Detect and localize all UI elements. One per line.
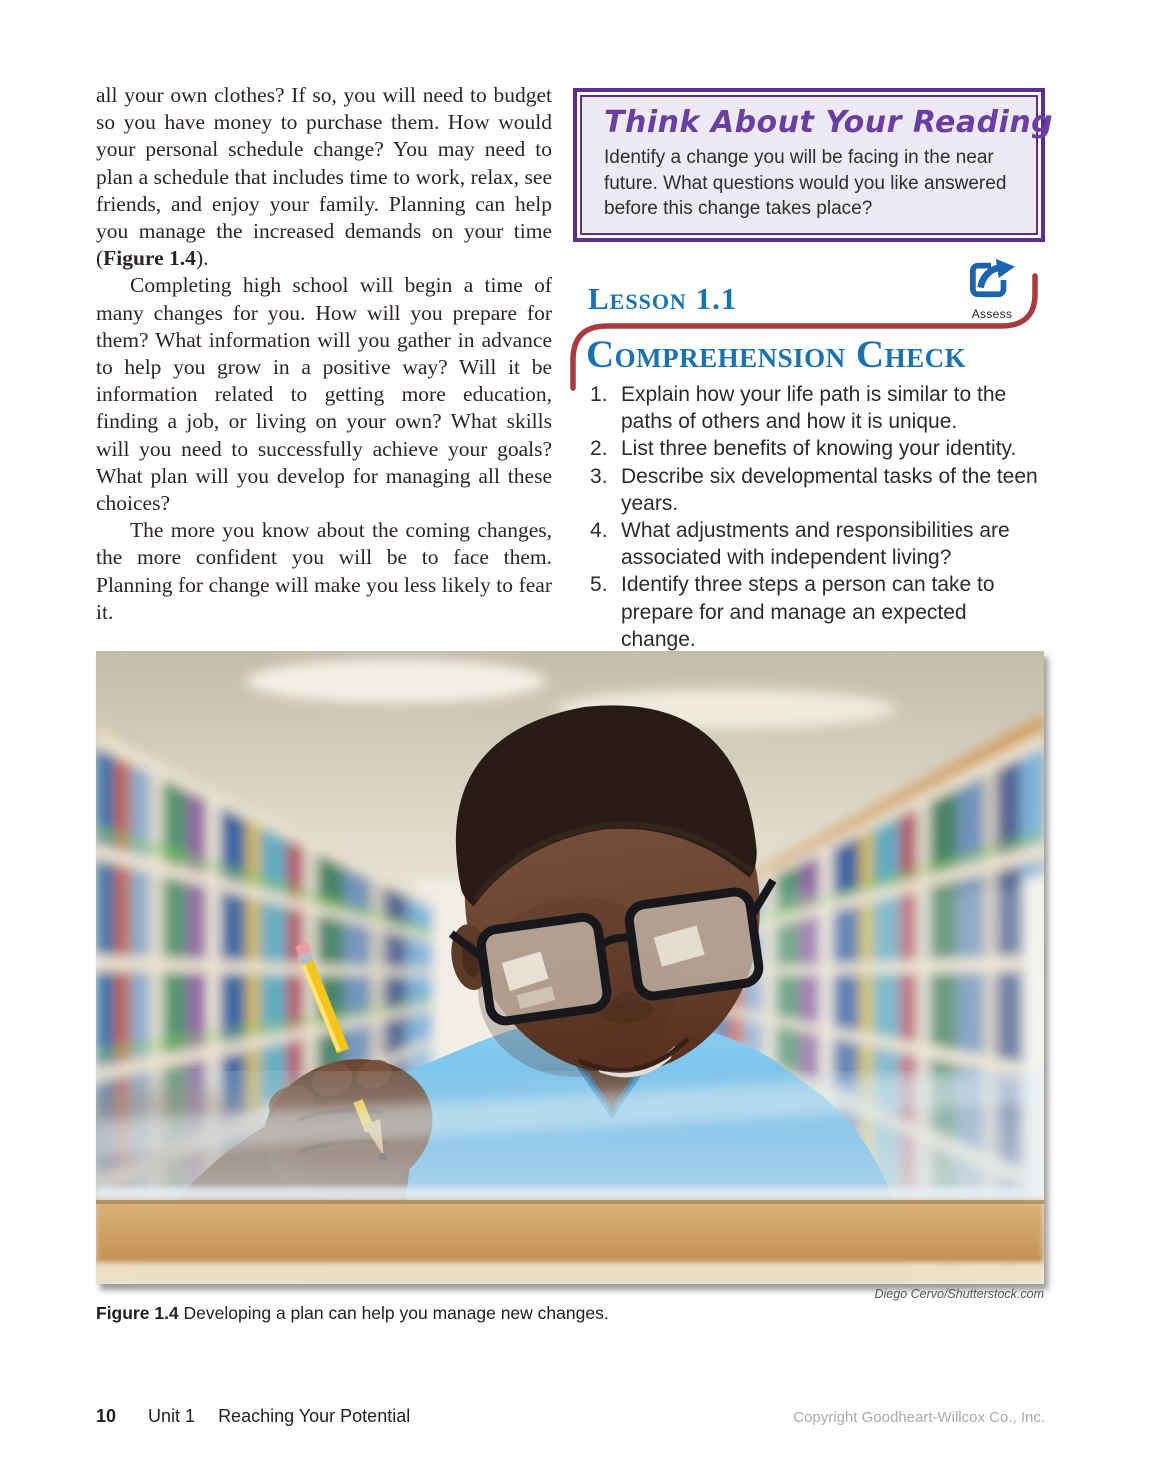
assess-label: Assess <box>971 307 1013 321</box>
body-paragraph <box>96 82 552 272</box>
page-number: 10 <box>96 1406 117 1426</box>
figure-photo <box>96 651 1044 1284</box>
think-box-inner <box>580 95 1054 235</box>
assess-button[interactable] <box>960 257 1024 321</box>
question-item: List three benefits of knowing your identity. <box>621 437 1017 461</box>
footer-left <box>96 1406 410 1427</box>
figure-caption-text: Developing a plan can help you manage new changes. <box>178 1303 609 1323</box>
comprehension-check-heading: Comprehension Check <box>586 333 967 376</box>
figure-reference: Figure 1.4 <box>103 246 196 271</box>
footer-copyright: Copyright Goodheart-Willcox Co., Inc. <box>793 1409 1045 1426</box>
figure-caption <box>96 1303 1044 1324</box>
question-item: What adjustments and responsibilities are associated with independent living? <box>621 519 1010 570</box>
footer-unit-label: Unit 1 <box>148 1406 196 1426</box>
comprehension-question-list <box>590 381 1042 653</box>
library-photo-illustration <box>96 651 1044 1284</box>
think-box-body: Identify a change you will be facing in the near future. What questions would you like answered before this change takes place? <box>604 147 1007 219</box>
photo-credit: Diego Cervo/Shutterstock.com <box>874 1287 1044 1301</box>
think-about-your-reading-box <box>573 88 1054 242</box>
think-box-title: Think About Your Reading <box>604 105 1054 140</box>
figure-caption-label: Figure 1.4 <box>96 1303 179 1323</box>
lesson-label: Lesson 1.1 <box>588 281 738 316</box>
footer-unit-title: Reaching Your Potential <box>218 1406 411 1426</box>
paragraph-text: ). <box>195 246 209 271</box>
question-item: Explain how your life path is similar to the paths of others and how it is unique. <box>621 383 1007 434</box>
question-item: Describe six developmental tasks of the teen years. <box>621 464 1038 515</box>
assess-share-icon <box>967 257 1017 301</box>
question-item: Identify three steps a person can take to prepare for and manage an expected change. <box>621 573 995 651</box>
body-text-column <box>96 82 552 626</box>
body-paragraph: Completing high school will begin a time of many changes for you. How will you prepare for them? What information will you gather in advance to help you grow in a positive way? Will it be information related to getting more education, finding a job, or living on your own? What skills will you need to successfully achieve your goals? What plan will you develop for managing all these choices? <box>96 273 552 516</box>
paragraph-text: all your own clothes? If so, you will need to budget so you have money to purchase them. How would your personal schedule change? You may need to plan a schedule that includes time to work, relax, see friends, and enjoy your family. Planning can help you manage the increased demands on your time ( <box>96 83 552 271</box>
body-paragraph: The more you know about the coming changes, the more confident you will be to face them. Planning for change will make you less likely to fear it. <box>96 518 552 624</box>
